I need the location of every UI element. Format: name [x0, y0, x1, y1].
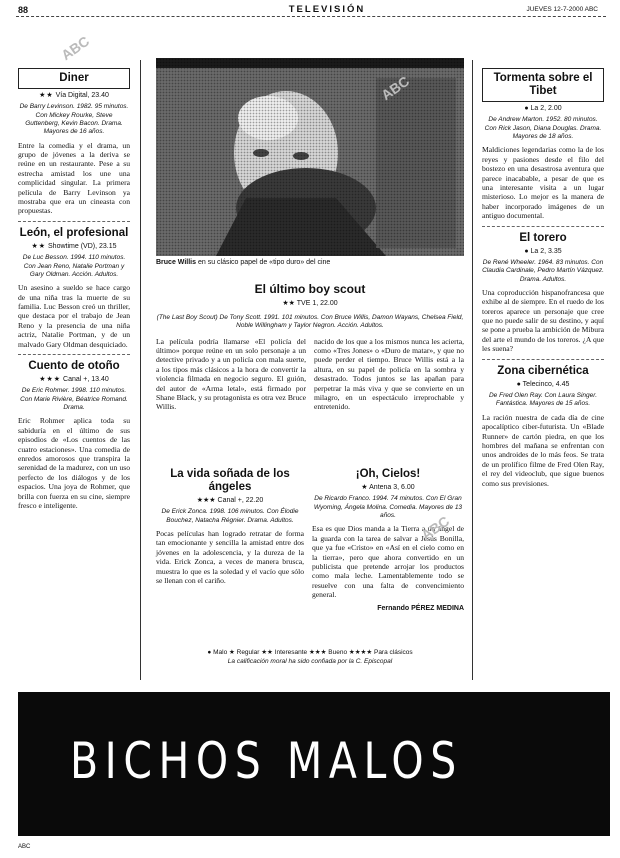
- column-rule: [140, 60, 141, 680]
- review-channel: ● La 2, 3.35: [524, 247, 562, 255]
- banner-ad: [18, 692, 610, 836]
- section-title: TELEVISIÓN: [288, 4, 366, 15]
- divider: [482, 359, 604, 360]
- legend-line: ● Malo ★ Regular ★★ Interesante ★★★ Bueno ★★★★ Para clásicos: [207, 649, 413, 656]
- review-channel: ● Telecinco, 4.45: [516, 380, 570, 388]
- header-rule: [16, 16, 606, 17]
- review-channel: ★ Antena 3, 6.00: [361, 484, 415, 491]
- main-review-body-1: La película podría llamarse «El policía del último» porque reúne en un solo personaje a un detective privado y a un policía con mala suerte, a los tipos más clásicos a la hora de convertir la violencia filmada en negocio seguro. El guión, del autor de «Arma letal», está firmado por Shane Black, y su protagonista es otra vez Bruce Willis.: [156, 336, 306, 412]
- review-title: La vida soñada de los ángeles: [170, 468, 290, 493]
- review-body: La ración nuestra de cada día de cine apocalíptico ciber-futurista. Un «Blade Runner» de cartón piedra, en que los hombres del mañana se enfrentan con unos androides de lo más feos. Se trata de un prolífico filme de Fred Olen Ray, el rey del videoclub, que sigue buenos como sus previsiones.: [482, 412, 604, 488]
- review-body: Un asesino a sueldo se hace cargo de una niña tras la muerte de su familia. Luc Besson creó un thriller, que destaca por el trabajo de Jean Reno y la presencia de una niña actriz, Natalie Portman, y de un malvado Gary Oldman desquiciado.: [18, 283, 130, 349]
- column-rule: [472, 60, 473, 680]
- review-channel: ★★★ Canal +, 22.20: [196, 497, 264, 504]
- review-title: Diner: [18, 68, 130, 89]
- review-channel: ★★★ Canal +, 13.40: [39, 375, 109, 383]
- review-body: Pocas películas han logrado retratar de forma tan emocionante y sencilla la amistad entre dos jóvenes en la adolescencia, y la dureza de la vida. Erick Zonca, a veces de manera brusca, muestra lo que es la soledad y el vacío que sólo se llenan con el cariño.: [156, 529, 304, 586]
- page-number: 88: [18, 5, 29, 15]
- divider: [18, 221, 130, 222]
- review-tormenta: [482, 68, 604, 221]
- portrait-image: [156, 58, 464, 256]
- footer-mark: ABC: [18, 844, 31, 850]
- left-column: [18, 68, 130, 512]
- review-cuento: [18, 360, 130, 510]
- review-author: Fernando PÉREZ MEDINA: [377, 604, 464, 612]
- review-leon: [18, 227, 130, 349]
- legend-note: La calificación moral ha sido confiada por la C. Episcopal: [227, 658, 393, 665]
- photo-bruce-willis: [156, 58, 464, 256]
- rating-legend: [156, 648, 464, 666]
- main-review-credits: (The Last Boy Scout) De Tony Scott. 1991. 101 minutos. Con Bruce Willis, Damon Wayans, Chelsea Field, Noble Willingham y Taylor Negron. Acción. Adultos.: [156, 314, 464, 330]
- review-body: Una coproducción hispanofrancesa que exhibe al de siempre. En el ruedo de los toreros aparece un personaje que cree que no puede salir de su destino, y aquí se pone a prueba la ambición de Mibura del arte el mundo de los toreros. ¿A que les suena?: [482, 287, 604, 354]
- review-zona: [482, 365, 604, 488]
- review-title: Tormenta sobre el Tibet: [482, 68, 604, 102]
- review-title: Zona cibernética: [497, 364, 589, 377]
- issue-date: JUEVES 12-7-2000 ABC: [526, 6, 598, 13]
- main-review-channel: ★★ TVE 1, 22.00: [282, 300, 338, 307]
- watermark: ABC: [418, 512, 453, 544]
- right-column: [482, 68, 604, 490]
- review-credits: De Ricardo Franco. 1994. 74 minutos. Con El Gran Wyoming, Ángela Molina. Comedia. Mayores de 13 años.: [313, 495, 463, 519]
- review-credits: De Andrew Marton. 1952. 80 minutos. Con Rick Jason, Diana Douglas. Drama. Mayores de 18 años.: [484, 116, 602, 140]
- photo-caption: Bruce Willis en su clásico papel de «tipo duro» del cine: [156, 259, 331, 266]
- review-credits: De Erick Zonca. 1998. 106 minutos. Con Élodie Bouchez, Natacha Régnier. Drama. Adultos.: [161, 508, 299, 524]
- divider: [482, 226, 604, 227]
- watermark: ABC: [378, 72, 413, 104]
- review-body: Maldiciones legendarias como la de los reyes y pasiones desde el filo del bostezo en una desastrosa aventura que parece inacabable, a pesar de que es una interesante visita a un lugar misterioso. Lo mejor es la manera de haber incorporado imágenes de un antiguo documental.: [482, 145, 604, 221]
- review-diner: [18, 68, 130, 216]
- review-channel: ● La 2, 2.00: [524, 105, 562, 112]
- review-vida-sonada: [156, 468, 304, 587]
- main-review-body-2: nacido de los que a los mismos nunca les acierta, como «Tres Jones» o «Duro de matar», y que no puede perder el tiempo. Bruce Willis está a la altura, en su papel de policía en la sombra y desastrado. Todos juntos se las apañan para perpetrar la más viva y que se convierte en un milagro, en un espectáculo irreprochable y entretenido.: [314, 336, 464, 412]
- review-title: Cuento de otoño: [28, 359, 120, 372]
- main-review-title: El último boy scout: [254, 282, 366, 296]
- review-oh-cielos: [312, 468, 464, 615]
- review-credits: De René Wheeler. 1964. 83 minutos. Con Claudia Cardinale, Pedro Martín Vázquez. Drama. Adultos.: [482, 258, 604, 283]
- main-review-block: [156, 314, 464, 414]
- page-header: [0, 2, 620, 22]
- review-credits: De Eric Rohmer. 1998. 110 minutos. Con Marie Rivière, Béatrice Romand. Drama.: [20, 387, 128, 411]
- review-channel: ★★ Vía Digital, 23.40: [39, 92, 109, 99]
- review-body: Entre la comedia y el drama, un grupo de jóvenes a la deriva se reúne en un restaurante. Pese a su estrecha amistad los une una complicidad singular. La primera película de Barry Levinson ya mostraba que era un cineasta con propuestas.: [18, 140, 130, 216]
- review-credits: De Luc Besson. 1994. 110 minutos. Con Jean Reno, Natalie Portman y Gary Oldman. Acción. Adultos.: [22, 254, 126, 278]
- review-torero: [482, 232, 604, 354]
- review-title: León, el profesional: [19, 226, 129, 239]
- review-title: El torero: [519, 231, 567, 244]
- banner-title: BICHOS MALOS: [70, 732, 463, 790]
- review-channel: ★★ Showtime (VD), 23.15: [31, 242, 117, 250]
- divider: [18, 354, 130, 355]
- review-body: Eric Rohmer aplica toda su sabiduría en el último de sus episodios de «Los cuentos de las cuatro estaciones». Una comedia de enredos amorosos que transpira la serenidad de la madurez, con un uso perfecto de los diálogos y de los espacios. Una joya de Rohmer, que brilla con fuerza en su cine, siempre fresco e inteligente.: [18, 416, 130, 510]
- review-body: Esa es que Dios manda a la Tierra a un ángel de la guarda con la tarea de salvar a Jesús Bonilla, que ya fue «Cristo» en «Así en el cielo como en la tierra», pero que ahora convertido en un publicista que pretende arrojar los productos como mala leche. Lamentablemente todo se resuelve con una falta de convencimiento general.: [312, 524, 464, 600]
- watermark: ABC: [58, 32, 93, 64]
- review-credits: De Fred Olen Ray. Con Laura Singer. Fantástica. Mayores de 15 años.: [488, 392, 598, 408]
- review-title: ¡Oh, Cielos!: [355, 468, 421, 480]
- review-credits: De Barry Levinson. 1982. 95 minutos. Con Mickey Rourke, Steve Guttenberg, Kevin Bacon. Drama. Mayores de 16 años.: [19, 103, 129, 136]
